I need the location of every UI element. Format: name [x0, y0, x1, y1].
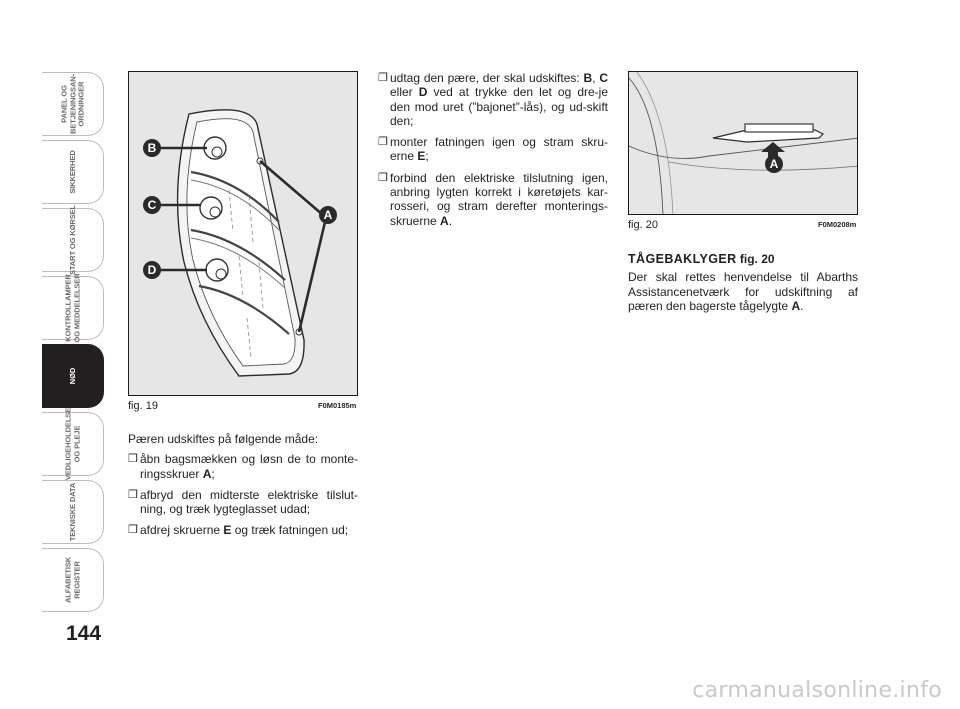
step-text: afdrej skruerne [140, 523, 224, 538]
fig20-caption: fig. 20 [628, 219, 658, 231]
key-letter: A [440, 213, 449, 228]
checkbox-icon: ❒ [128, 488, 138, 501]
fig19-code: F0M0185m [318, 401, 357, 410]
tab-label: KONTROLLAMPER OG MEDDELELSER [63, 273, 81, 343]
tab-label: NØD [67, 367, 77, 385]
checkbox-icon: ❒ [378, 136, 388, 149]
fog-light-illustration [629, 72, 858, 215]
watermark: carmanualsonline.info [692, 678, 942, 703]
intro-text: Pæren udskiftes på følgende måde: [128, 432, 319, 446]
step-text: afbryd den midterste elektriske tilslut-ning, og træk lygteglasset udad; [140, 487, 358, 517]
tab-kontrollamper[interactable] [42, 273, 104, 343]
tab-sikkerhed[interactable] [42, 140, 104, 204]
fig19-caption: fig. 19 [128, 400, 158, 412]
step-text: åbn bagsmækken og løsn de to monte-ringsskruer [140, 452, 358, 481]
heading-text: TÅGEBAKLYGER [628, 252, 737, 266]
section-heading [628, 252, 858, 266]
key-letter: C [599, 71, 609, 85]
column-1 [128, 432, 358, 545]
fig20-code: F0M0208m [818, 220, 857, 229]
tab-vedligeholdelse[interactable] [42, 407, 104, 481]
key-letter: A [791, 298, 801, 313]
tab-label: TEKNISKE DATA [67, 482, 77, 542]
step-tail: ; [425, 149, 429, 164]
step-6 [378, 171, 608, 228]
tab-label: ALFABETISK REGISTER [63, 556, 81, 604]
tab-tekniske-data[interactable] [42, 480, 104, 544]
checkbox-icon: ❒ [128, 524, 138, 537]
body-text: Der skal rettes henvendelse til Abarths Assistancenetværk for udskiftning af pæren den bagerste tågelygte [628, 270, 858, 313]
body-tail: . [800, 298, 804, 313]
figure-tail-light [128, 71, 358, 396]
step-1 [128, 452, 358, 481]
tab-register[interactable] [42, 548, 104, 612]
step-2 [128, 488, 358, 517]
checkbox-icon: ❒ [378, 171, 388, 184]
checkbox-icon: ❒ [128, 453, 138, 466]
sep: eller [390, 85, 419, 100]
tail-light-illustration [129, 72, 358, 396]
tab-start[interactable] [42, 204, 104, 276]
section-body [628, 270, 858, 313]
tab-panel[interactable] [42, 72, 104, 136]
column-3 [628, 252, 858, 319]
step-tail: ved at trykke den let og dre-je den mod uret (”bajonet”-lås), og ud-skift den; [390, 85, 608, 128]
page-number: 144 [66, 622, 102, 645]
step-text: forbind den elektriske tilslutning igen, anbring lygten korrekt i køretøjets kar-rosseri, og stram derefter monterings-skruerne [390, 170, 608, 228]
checkbox-icon: ❒ [378, 72, 388, 84]
callout-a: A [319, 206, 337, 224]
callout-d: D [143, 261, 161, 279]
tab-label: PANEL OG BETJENINGSAN- ORDNINGER [59, 74, 86, 134]
tab-nod[interactable] [42, 344, 104, 408]
callout-b: B [143, 139, 161, 157]
key-letter: E [223, 523, 232, 538]
tab-label: SIKKERHED [67, 150, 77, 194]
step-5 [378, 135, 608, 164]
callout-a: A [765, 155, 783, 173]
step-3 [128, 523, 358, 537]
figure-fog-light [628, 71, 858, 215]
callout-c: C [143, 196, 161, 214]
step-4 [378, 71, 608, 128]
sep: , [592, 71, 600, 85]
tab-label: START OG KØRSEL [67, 204, 77, 276]
key-letter: E [417, 149, 426, 164]
step-tail: ; [211, 466, 215, 481]
column-2 [378, 71, 608, 235]
key-letter: B [583, 71, 593, 85]
key-letter: A [202, 466, 212, 481]
step-tail: og træk fatningen ud; [231, 523, 349, 538]
key-letter: D [418, 85, 428, 100]
tab-label: VEDLIGEHOLDELSE OG PLEJE [63, 407, 81, 481]
heading-ref: fig. 20 [739, 252, 775, 266]
step-tail: . [448, 213, 453, 228]
step-text: monter fatningen igen og stram skru-erne [390, 135, 608, 164]
step-text: udtag den pære, der skal udskiftes: [390, 71, 584, 85]
